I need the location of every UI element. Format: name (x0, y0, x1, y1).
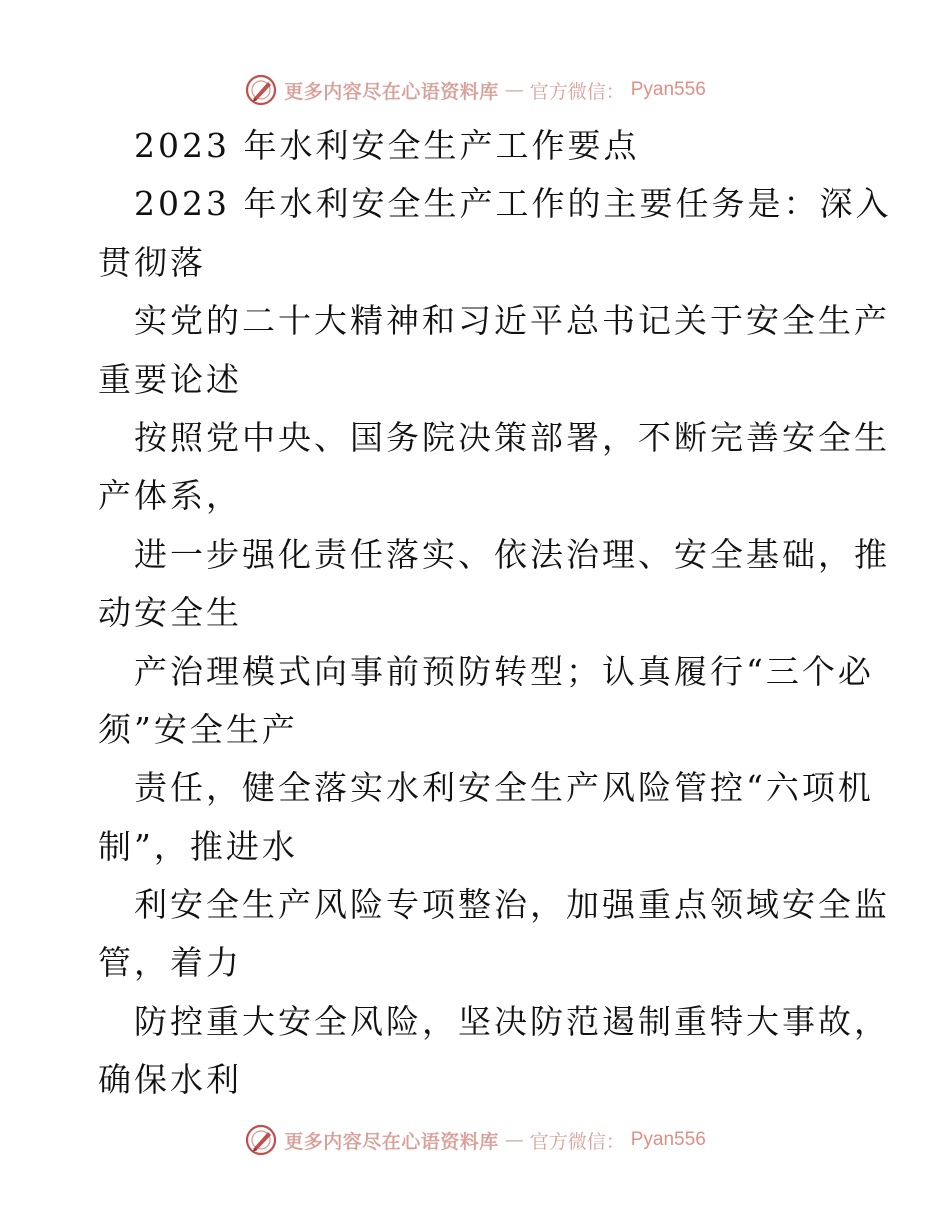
paragraph-line: 管，着力 (98, 943, 242, 983)
document-title: 2023 年水利安全生产工作要点 (134, 126, 640, 165)
paragraph-line: 进一步强化责任落实、依法治理、安全基础，推 (134, 534, 890, 574)
paragraph-line: 产体系， (98, 476, 242, 516)
paragraph-line: 动安全生 (98, 593, 242, 633)
watermark-contact-label: 官方微信： (529, 80, 625, 103)
paragraph-line: 利安全生产风险专项整治，加强重点领域安全监 (134, 885, 890, 925)
header-watermark (0, 70, 950, 110)
paragraph-line: 责任，健全落实水利安全生产风险管控“六项机 (134, 768, 874, 808)
watermark-contact-id: Pyan556 (630, 79, 706, 100)
footer-watermark (0, 1120, 950, 1160)
paragraph-line: 产治理模式向事前预防转型；认真履行“三个必 (134, 651, 874, 691)
watermark-dash: — (504, 1129, 524, 1151)
watermark-title: 更多内容尽在心语资料库 (284, 1130, 499, 1153)
quill-pen-seal-icon (244, 73, 278, 107)
paragraph-line: 制”，推进水 (98, 826, 298, 866)
paragraph-line: 贯彻落 (98, 242, 206, 282)
quill-pen-seal-icon (244, 1123, 278, 1157)
paragraph-line: 实党的二十大精神和习近平总书记关于安全生产 (134, 301, 890, 341)
watermark-contact-id: Pyan556 (630, 1129, 706, 1150)
document-body (98, 117, 892, 1110)
paragraph-line: 确保水利 (98, 1060, 242, 1100)
paragraph-line: 按照党中央、国务院决策部署，不断完善安全生 (134, 417, 890, 457)
paragraph-line: 2023 年水利安全生产工作的主要任务是：深入 (134, 184, 892, 224)
watermark-title: 更多内容尽在心语资料库 (284, 80, 499, 103)
paragraph-line: 重要论述 (98, 359, 242, 399)
watermark-contact-label: 官方微信： (529, 1130, 625, 1153)
paragraph-line: 须”安全生产 (98, 709, 298, 749)
watermark-dash: — (504, 79, 524, 101)
paragraph-line: 防控重大安全风险，坚决防范遏制重特大事故， (134, 1001, 890, 1041)
